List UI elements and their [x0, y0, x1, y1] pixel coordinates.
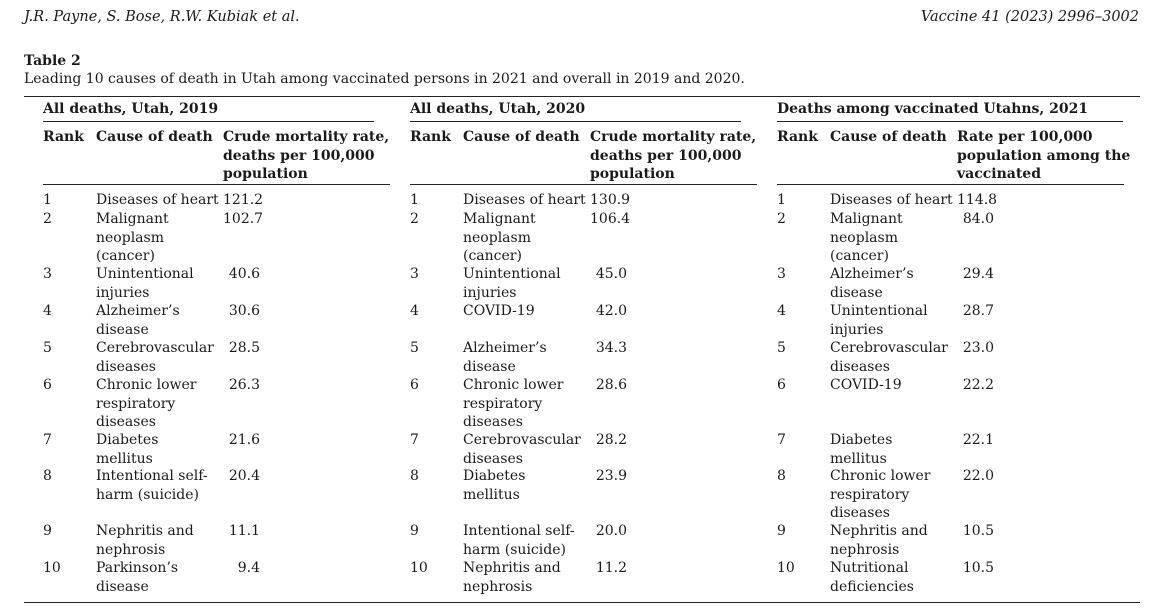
cause-cell: Cerebrovascular: [463, 432, 581, 448]
rank-cell: 3: [43, 266, 52, 282]
cause-cell: harm (suicide): [96, 486, 199, 503]
cause-cell: Parkinson’s: [96, 560, 179, 576]
column-header-rate: Rate per 100,000: [957, 129, 1093, 145]
column-header-rate: population among the: [957, 147, 1131, 164]
column-header-rank: Rank: [777, 129, 818, 145]
rate-cell: 45.0: [595, 266, 627, 282]
rank-cell: 3: [777, 266, 786, 282]
table-caption: [24, 52, 745, 88]
group-title: All deaths, Utah, 2020: [410, 101, 586, 117]
rank-cell: 9: [410, 523, 419, 539]
rank-cell: 7: [410, 432, 419, 448]
rank-cell: 8: [410, 468, 419, 484]
rank-cell: 1: [777, 192, 786, 208]
rank-cell: 1: [43, 192, 52, 208]
rate-cell: 114.8: [957, 192, 998, 208]
cause-cell: Chronic lower: [830, 468, 931, 484]
column-header-rule: [777, 184, 1124, 185]
cause-cell: nephrosis: [96, 541, 166, 558]
running-head-journal: Vaccine 41 (2023) 2996–3002: [920, 9, 1139, 25]
cause-cell: Diabetes: [830, 432, 893, 448]
column-header-rate: population: [590, 166, 675, 182]
cause-cell: diseases: [96, 414, 156, 430]
rate-cell: 23.0: [962, 340, 994, 356]
rate-cell: 30.6: [228, 303, 260, 319]
column-header-rate: population: [223, 166, 308, 182]
rank-cell: 6: [777, 377, 786, 393]
cause-cell: Unintentional: [830, 303, 928, 319]
cause-cell: Cerebrovascular: [830, 340, 948, 356]
cause-cell: Alzheimer’s: [830, 266, 914, 282]
rank-cell: 2: [43, 211, 52, 227]
cause-cell: neoplasm: [463, 229, 531, 246]
cause-cell: Chronic lower: [463, 377, 564, 393]
cause-cell: injuries: [463, 284, 517, 301]
rate-cell: 106.4: [590, 211, 631, 227]
cause-cell: Alzheimer’s: [463, 340, 547, 356]
column-header-rate: Crude mortality rate,: [590, 129, 757, 145]
cause-cell: Unintentional: [463, 266, 561, 282]
cause-cell: diseases: [463, 414, 523, 430]
cause-cell: deficiencies: [830, 578, 914, 595]
cause-cell: Malignant: [463, 211, 536, 227]
rank-cell: 9: [43, 523, 52, 539]
rate-cell: 20.4: [228, 468, 260, 484]
rate-cell: 84.0: [962, 211, 994, 227]
rate-cell: 9.4: [237, 560, 260, 576]
cause-cell: diseases: [830, 358, 890, 375]
rate-cell: 42.0: [595, 303, 627, 319]
table-top-rule: [24, 96, 1140, 97]
cause-cell: mellitus: [830, 450, 887, 467]
column-header-rate: Crude mortality rate,: [223, 129, 390, 145]
cause-cell: Diseases of heart: [463, 192, 586, 208]
rank-cell: 2: [410, 211, 419, 227]
cause-cell: Nephritis and: [463, 560, 561, 576]
cause-cell: injuries: [830, 321, 884, 338]
cause-cell: respiratory: [463, 395, 543, 412]
rate-cell: 22.1: [962, 432, 994, 448]
column-header-rate: vaccinated: [957, 166, 1041, 182]
cause-cell: mellitus: [463, 486, 520, 503]
group-rule: [410, 121, 741, 122]
cause-cell: (cancer): [96, 248, 155, 264]
cause-cell: Unintentional: [96, 266, 194, 282]
cause-cell: mellitus: [96, 450, 153, 467]
cause-cell: harm (suicide): [463, 541, 566, 558]
cause-cell: respiratory: [96, 395, 176, 412]
cause-cell: injuries: [96, 284, 150, 301]
cause-cell: Chronic lower: [96, 377, 197, 393]
cause-cell: Intentional self-: [463, 523, 575, 539]
rate-cell: 28.2: [595, 432, 627, 448]
cause-cell: disease: [96, 321, 149, 338]
group-rule: [43, 121, 374, 122]
column-header-rule: [43, 184, 390, 185]
rank-cell: 4: [43, 303, 52, 319]
rank-cell: 6: [410, 377, 419, 393]
cause-cell: diseases: [96, 358, 156, 375]
rate-cell: 26.3: [228, 377, 260, 393]
column-header-cause: Cause of death: [463, 129, 580, 145]
cause-cell: Nutritional: [830, 560, 909, 576]
cause-cell: Cerebrovascular: [96, 340, 214, 356]
rank-cell: 8: [777, 468, 786, 484]
cause-cell: (cancer): [830, 248, 889, 264]
rank-cell: 1: [410, 192, 419, 208]
rate-cell: 40.6: [228, 266, 260, 282]
cause-cell: neoplasm: [830, 229, 898, 246]
column-header-cause: Cause of death: [830, 129, 947, 145]
column-header-cause: Cause of death: [96, 129, 213, 145]
rank-cell: 4: [777, 303, 786, 319]
cause-cell: COVID-19: [463, 303, 535, 319]
column-header-rank: Rank: [43, 129, 84, 145]
cause-cell: Intentional self-: [96, 468, 208, 484]
rank-cell: 2: [777, 211, 786, 227]
cause-cell: nephrosis: [463, 578, 533, 595]
cause-cell: (cancer): [463, 248, 522, 264]
table-caption-text: Leading 10 causes of death in Utah among vaccinated persons in 2021 and overall in 2019 and 2020.: [24, 71, 745, 87]
rate-cell: 34.3: [595, 340, 627, 356]
rate-cell: 10.5: [962, 560, 994, 576]
cause-cell: Alzheimer’s: [96, 303, 180, 319]
rank-cell: 10: [43, 560, 61, 576]
column-header-rank: Rank: [410, 129, 451, 145]
rate-cell: 28.6: [595, 377, 627, 393]
rate-cell: 23.9: [595, 468, 627, 484]
group-title: All deaths, Utah, 2019: [43, 101, 219, 117]
cause-cell: COVID-19: [830, 377, 902, 393]
rate-cell: 20.0: [595, 523, 627, 539]
cause-cell: Diseases of heart: [830, 192, 953, 208]
cause-cell: Malignant: [96, 211, 169, 227]
cause-cell: disease: [96, 578, 149, 595]
running-head: [24, 9, 1139, 29]
rate-cell: 102.7: [223, 211, 264, 227]
rank-cell: 5: [777, 340, 786, 356]
rank-cell: 3: [410, 266, 419, 282]
rate-cell: 28.7: [962, 303, 994, 319]
rate-cell: 10.5: [962, 523, 994, 539]
cause-cell: nephrosis: [830, 541, 900, 558]
rate-cell: 130.9: [590, 192, 631, 208]
rank-cell: 5: [410, 340, 419, 356]
cause-cell: Nephritis and: [96, 523, 194, 539]
rate-cell: 11.2: [595, 560, 627, 576]
column-header-rule: [410, 184, 757, 185]
running-head-authors: J.R. Payne, S. Bose, R.W. Kubiak et al.: [24, 9, 300, 25]
cause-cell: Diseases of heart: [96, 192, 219, 208]
cause-cell: neoplasm: [96, 229, 164, 246]
cause-cell: disease: [463, 358, 516, 375]
rank-cell: 10: [777, 560, 795, 576]
cause-cell: Diabetes: [96, 432, 159, 448]
rate-cell: 28.5: [228, 340, 260, 356]
column-header-rate: deaths per 100,000: [223, 147, 375, 164]
cause-cell: diseases: [830, 505, 890, 521]
rate-cell: 29.4: [962, 266, 994, 282]
column-header-rate: deaths per 100,000: [590, 147, 742, 164]
rank-cell: 5: [43, 340, 52, 356]
cause-cell: disease: [830, 284, 883, 301]
rate-cell: 121.2: [223, 192, 264, 208]
table-bottom-rule: [24, 602, 1140, 603]
rate-cell: 22.2: [962, 377, 994, 393]
cause-cell: respiratory: [830, 486, 910, 503]
rank-cell: 7: [777, 432, 786, 448]
cause-cell: Malignant: [830, 211, 903, 227]
cause-cell: Diabetes: [463, 468, 526, 484]
rank-cell: 7: [43, 432, 52, 448]
rank-cell: 9: [777, 523, 786, 539]
rate-cell: 21.6: [228, 432, 260, 448]
rate-cell: 22.0: [962, 468, 994, 484]
cause-cell: diseases: [463, 450, 523, 467]
rank-cell: 8: [43, 468, 52, 484]
rate-cell: 11.1: [228, 523, 260, 539]
table-label: Table 2: [24, 53, 81, 69]
group-title: Deaths among vaccinated Utahns, 2021: [777, 101, 1089, 117]
rank-cell: 4: [410, 303, 419, 319]
rank-cell: 10: [410, 560, 428, 576]
group-rule: [777, 121, 1123, 122]
cause-cell: Nephritis and: [830, 523, 928, 539]
rank-cell: 6: [43, 377, 52, 393]
